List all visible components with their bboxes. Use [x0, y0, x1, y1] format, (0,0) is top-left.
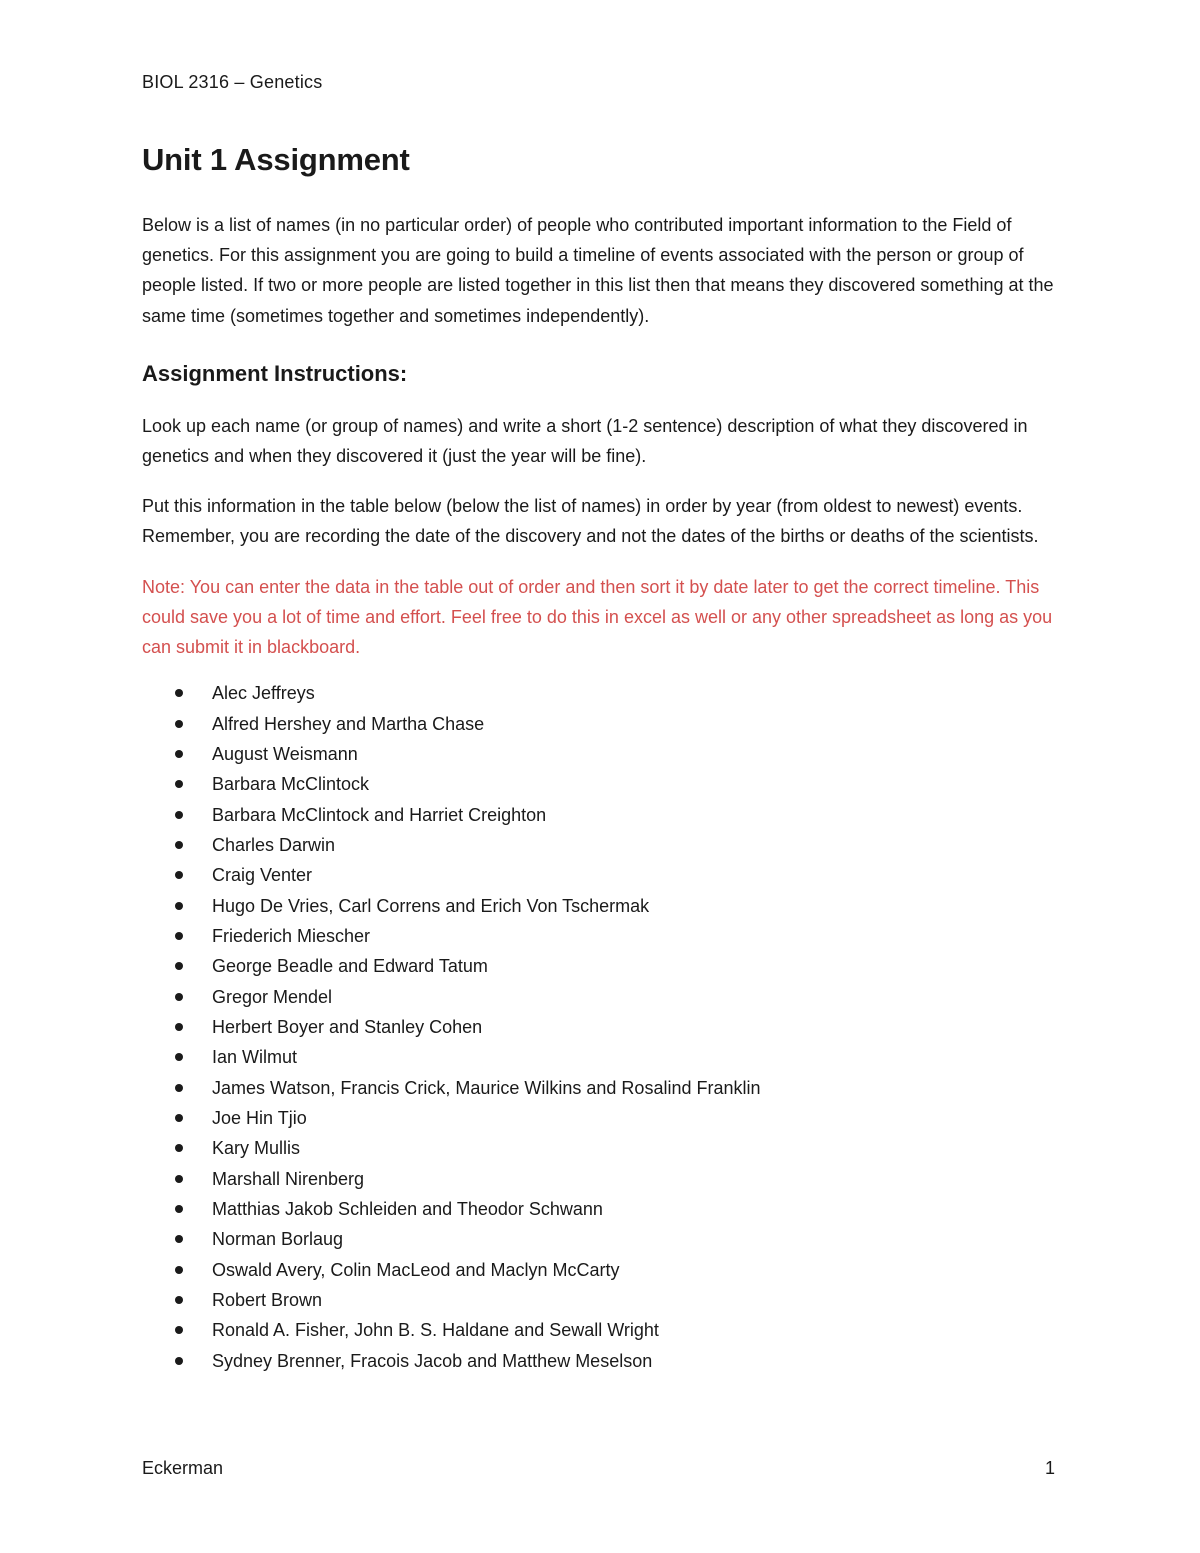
list-item-text: Oswald Avery, Colin MacLeod and Maclyn McCarty: [212, 1259, 620, 1280]
bullet-icon: [175, 1326, 183, 1334]
list-item: [142, 1285, 1060, 1315]
bullet-icon: [175, 1357, 183, 1365]
list-item: [142, 921, 1060, 951]
list-item-text: Craig Venter: [212, 865, 313, 886]
instruction-paragraph-1: Look up each name (or group of names) and write a short (1-2 sentence) description of what they discovered in genetics and when they discovered it (just the year will be fine).: [142, 415, 1028, 467]
bullet-icon: [175, 780, 183, 788]
document-title: Unit 1 Assignment: [142, 142, 410, 177]
list-item-text: Barbara McClintock and Harriet Creighton: [212, 804, 547, 825]
list-item: [142, 1073, 1060, 1103]
list-item: [142, 982, 1060, 1012]
list-item: [142, 1103, 1060, 1133]
bullet-icon: [175, 750, 183, 758]
list-item-text: Ronald A. Fisher, John B. S. Haldane and Sewall Wright: [212, 1320, 659, 1341]
list-item: [142, 769, 1060, 799]
list-item: [142, 739, 1060, 769]
list-item-text: Barbara McClintock: [212, 774, 370, 795]
bullet-icon: [175, 1114, 183, 1122]
footer-page-number: 1: [1045, 1458, 1056, 1478]
document-body: [142, 210, 1060, 1376]
list-item: [142, 860, 1060, 890]
instruction-paragraph-2: Put this information in the table below (below the list of names) in order by year (from oldest to newest) events. Remember, you are recording the date of the discovery and not the dates of the births or deaths of the scientists.: [142, 496, 1039, 547]
bullet-icon: [175, 932, 183, 940]
intro-paragraph: Below is a list of names (in no particular order) of people who contributed important information to the Field of genetics. For this assignment you are going to build a timeline of events associated with the person or group of people listed. If two or more people are listed together in this list then that means they discovered something at the same time (sometimes together and sometimes independently).: [142, 215, 1054, 326]
bullet-icon: [175, 1235, 183, 1243]
list-item: [142, 678, 1060, 708]
list-item: [142, 800, 1060, 830]
bullet-icon: [175, 871, 183, 879]
note-text: You can enter the data in the table out of order and then sort it by date later to get the correct timeline. This could save you a lot of time and effort. Feel free to do this in excel as well or any other spreadsheet as long as you can submit it in blackboard.: [142, 576, 1053, 658]
note-paragraph: [142, 572, 1060, 663]
bullet-icon: [175, 841, 183, 849]
list-item: [142, 891, 1060, 921]
list-item-text: Sydney Brenner, Fracois Jacob and Matthew Meselson: [212, 1350, 653, 1371]
note-label: Note:: [142, 576, 186, 597]
bullet-icon: [175, 902, 183, 910]
list-item-text: Kary Mullis: [212, 1138, 301, 1159]
list-item-text: August Weismann: [212, 743, 358, 764]
list-item-text: Matthias Jakob Schleiden and Theodor Schwann: [212, 1199, 603, 1220]
bullet-icon: [175, 993, 183, 1001]
bullet-icon: [175, 962, 183, 970]
list-item-text: Alec Jeffreys: [212, 683, 315, 704]
list-item-text: Hugo De Vries, Carl Correns and Erich Von Tschermak: [212, 895, 650, 916]
list-item: [142, 1133, 1060, 1163]
bullet-icon: [175, 1023, 183, 1031]
list-item-text: Charles Darwin: [212, 834, 336, 855]
list-item: [142, 709, 1060, 739]
list-item-text: Herbert Boyer and Stanley Cohen: [212, 1017, 483, 1038]
list-item-text: Robert Brown: [212, 1290, 323, 1311]
list-item: [142, 951, 1060, 981]
bullet-icon: [175, 1296, 183, 1304]
list-item-text: Ian Wilmut: [212, 1047, 298, 1068]
list-item: [142, 1012, 1060, 1042]
list-item: [142, 1346, 1060, 1376]
list-item: [142, 1042, 1060, 1072]
instructions-heading: Assignment Instructions:: [142, 360, 408, 386]
list-item: [142, 1315, 1060, 1345]
list-item: [142, 1224, 1060, 1254]
bullet-icon: [175, 1175, 183, 1183]
list-item-text: Norman Borlaug: [212, 1229, 344, 1250]
list-item: [142, 1255, 1060, 1285]
footer-author: Eckerman: [142, 1458, 224, 1478]
names-list: [142, 678, 1060, 1376]
list-item-text: James Watson, Francis Crick, Maurice Wilkins and Rosalind Franklin: [212, 1077, 761, 1098]
bullet-icon: [175, 811, 183, 819]
bullet-icon: [175, 720, 183, 728]
list-item: [142, 1194, 1060, 1224]
list-item-text: Joe Hin Tjio: [212, 1108, 307, 1129]
bullet-icon: [175, 1205, 183, 1213]
list-item-text: Alfred Hershey and Martha Chase: [212, 713, 485, 734]
list-item-text: Gregor Mendel: [212, 986, 333, 1007]
page-header-course: BIOL 2316 – Genetics: [142, 72, 323, 92]
bullet-icon: [175, 1266, 183, 1274]
list-item: [142, 1164, 1060, 1194]
list-item: [142, 830, 1060, 860]
bullet-icon: [175, 1084, 183, 1092]
list-item-text: George Beadle and Edward Tatum: [212, 956, 488, 977]
bullet-icon: [175, 1053, 183, 1061]
list-item-text: Marshall Nirenberg: [212, 1168, 365, 1189]
bullet-icon: [175, 1144, 183, 1152]
list-item-text: Friederich Miescher: [212, 925, 371, 946]
bullet-icon: [175, 689, 183, 697]
